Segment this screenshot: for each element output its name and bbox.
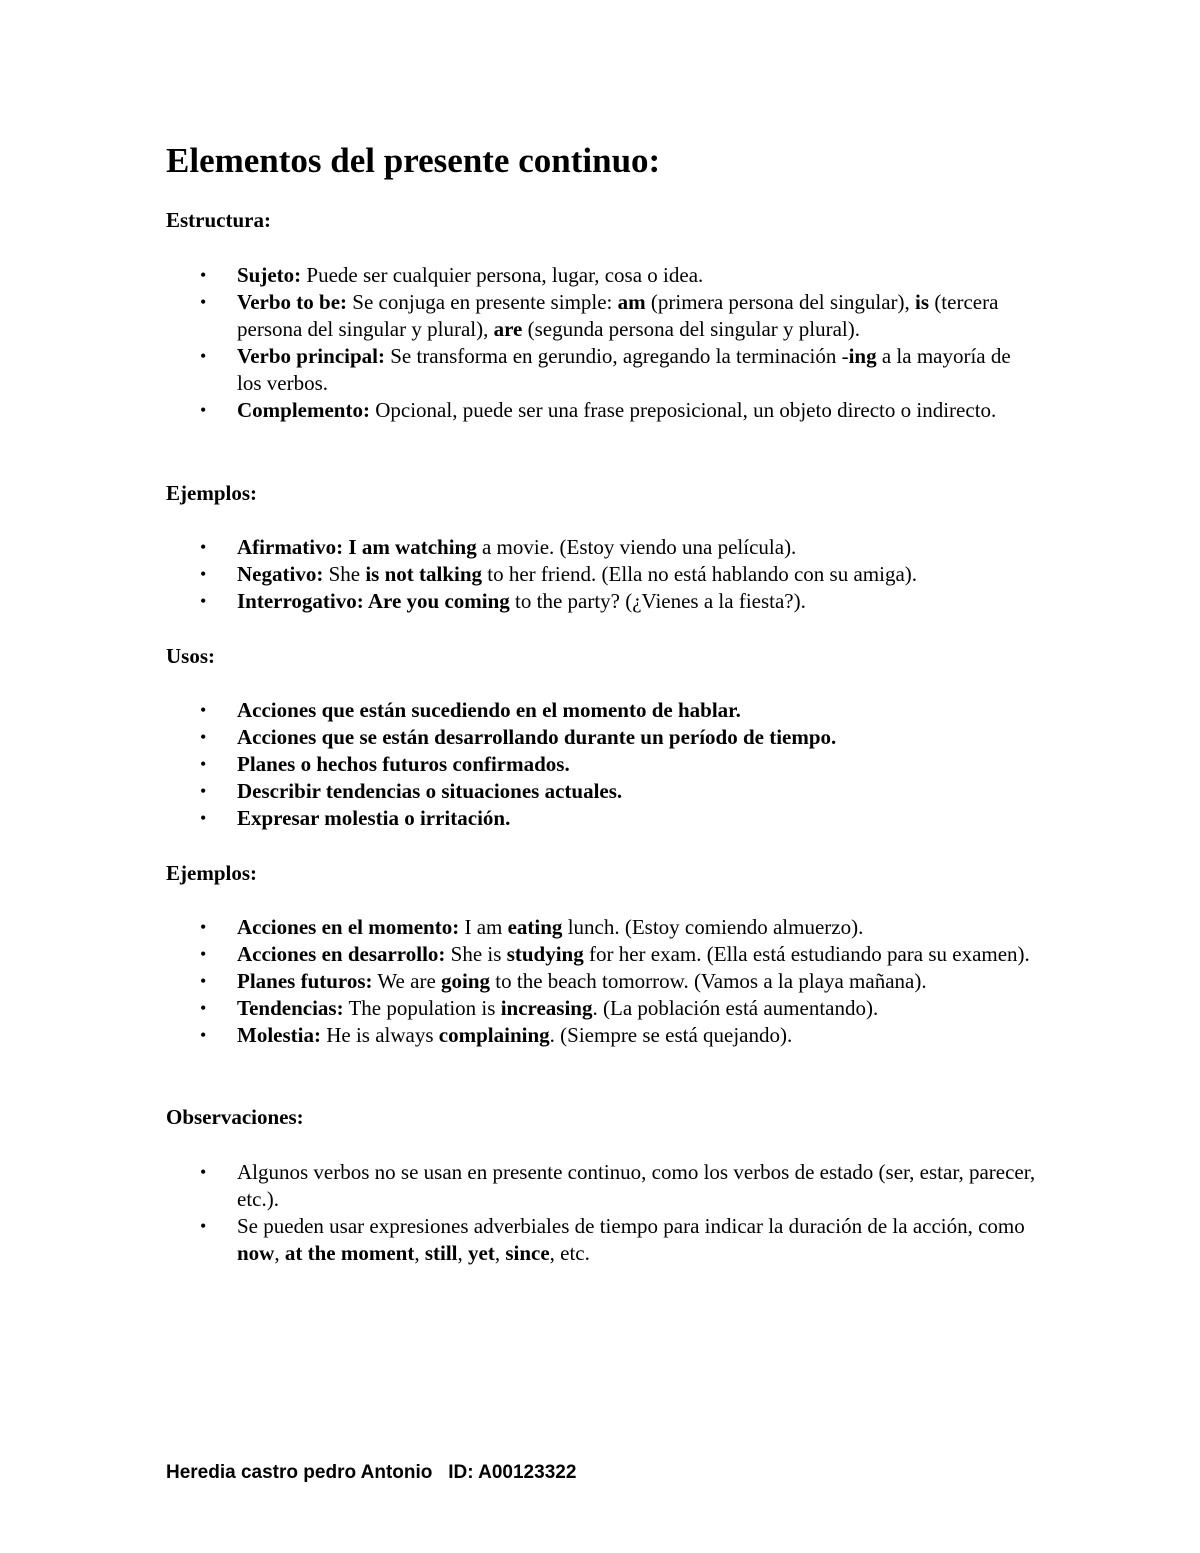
item-text: She <box>323 562 366 586</box>
list-item <box>166 805 1036 832</box>
item-bold: am <box>617 290 646 314</box>
bullet-icon: • <box>200 754 207 774</box>
item-label: Acciones en desarrollo: <box>237 942 446 966</box>
item-text: I am <box>459 915 508 939</box>
bullet-icon: • <box>200 292 207 312</box>
item-bold: Are you coming <box>363 589 510 613</box>
item-text: Se conjuga en presente simple: <box>347 290 618 314</box>
item-label: Interrogativo: <box>237 589 364 613</box>
item-bold: increasing <box>500 996 593 1020</box>
list-item <box>166 262 1036 289</box>
list-item <box>166 289 1036 343</box>
section-heading-ejemplos-usos: Ejemplos: <box>166 861 257 885</box>
item-label: Tendencias: <box>237 996 344 1020</box>
section-heading-usos: Usos: <box>166 644 216 668</box>
bullet-icon: • <box>200 781 207 801</box>
item-text: to the party? (¿Vienes a la fiesta?). <box>509 589 806 613</box>
item-text: . (La población está aumentando). <box>592 996 879 1020</box>
list-item <box>166 534 1036 561</box>
item-bold: yet <box>468 1241 495 1265</box>
bullet-icon: • <box>200 346 207 366</box>
item-label: Verbo to be: <box>237 290 348 314</box>
section-heading-estructura: Estructura: <box>166 208 271 232</box>
item-text: Opcional, puede ser una frase preposicional, un objeto directo o indirecto. <box>369 398 997 422</box>
item-bold: are <box>493 317 523 341</box>
bullet-icon: • <box>200 700 207 720</box>
bullet-icon: • <box>200 998 207 1018</box>
item-bold: still <box>424 1241 458 1265</box>
item-text: (segunda persona del singular y plural). <box>522 317 861 341</box>
item-separator: , <box>274 1241 285 1265</box>
item-bold: I am watching <box>343 535 477 559</box>
item-bold: Planes o hechos futuros confirmados. <box>237 752 570 776</box>
list-item <box>166 397 1036 424</box>
item-text: . (Siempre se está quejando). <box>549 1023 793 1047</box>
item-bold: now <box>237 1241 275 1265</box>
item-bold: Acciones que están sucediendo en el momento de hablar. <box>237 698 741 722</box>
item-bold: complaining <box>438 1023 550 1047</box>
bullet-icon: • <box>200 727 207 747</box>
item-separator: , <box>457 1241 468 1265</box>
ejemplos-usos-list <box>166 914 1036 1049</box>
item-bold: since <box>505 1241 550 1265</box>
item-text: to her friend. (Ella no está hablando con su amiga). <box>482 562 918 586</box>
item-text: for her exam. (Ella está estudiando para su examen). <box>583 942 1030 966</box>
item-label: Verbo principal: <box>237 344 385 368</box>
list-item <box>166 914 1036 941</box>
bullet-icon: • <box>200 944 207 964</box>
list-item <box>166 1213 1036 1267</box>
item-bold: at the moment <box>284 1241 415 1265</box>
item-label: Molestia: <box>237 1023 321 1047</box>
usos-list <box>166 697 1036 832</box>
item-text: She is <box>445 942 507 966</box>
item-text: The population is <box>343 996 501 1020</box>
bullet-icon: • <box>200 1162 207 1182</box>
bullet-icon: • <box>200 1216 207 1236</box>
item-text: (primera persona del singular), <box>645 290 916 314</box>
estructura-list <box>166 262 1036 424</box>
author-name: Heredia castro pedro Antonio <box>166 1462 433 1483</box>
item-separator: , <box>494 1241 506 1265</box>
item-bold: Describir tendencias o situaciones actuales. <box>237 779 623 803</box>
list-item <box>166 968 1036 995</box>
bullet-icon: • <box>200 564 207 584</box>
page-title: Elementos del presente continuo: <box>166 141 661 180</box>
bullet-icon: • <box>200 917 207 937</box>
item-text: (tercera persona del singular y plural), <box>237 290 999 341</box>
item-bold: Acciones que se están desarrollando durante un período de tiempo. <box>237 725 837 749</box>
observaciones-list <box>166 1159 1036 1267</box>
bullet-icon: • <box>200 265 207 285</box>
ejemplos-list <box>166 534 1036 615</box>
list-item <box>166 778 1036 805</box>
list-item <box>166 941 1036 968</box>
item-text: to the beach tomorrow. (Vamos a la playa mañana). <box>490 969 927 993</box>
list-item <box>166 343 1036 397</box>
item-bold: eating <box>507 915 563 939</box>
item-text: a la mayoría de los verbos. <box>237 344 1011 395</box>
item-bold: going <box>441 969 491 993</box>
list-item <box>166 588 1036 615</box>
section-heading-ejemplos: Ejemplos: <box>166 481 257 505</box>
item-text: a movie. (Estoy viendo una película). <box>476 535 797 559</box>
item-text: , etc. <box>549 1241 590 1265</box>
item-label: Planes futuros: <box>237 969 373 993</box>
item-label: Sujeto: <box>237 263 302 287</box>
item-label: Afirmativo: <box>237 535 344 559</box>
list-item <box>166 1022 1036 1049</box>
item-text: Algunos verbos no se usan en presente continuo, como los verbos de estado (ser, estar, parecer, etc.). <box>237 1160 1036 1211</box>
item-bold: Expresar molestia o irritación. <box>237 806 511 830</box>
item-text: We are <box>372 969 442 993</box>
item-bold: is not talking <box>365 562 483 586</box>
list-item <box>166 751 1036 778</box>
item-label: Acciones en el momento: <box>237 915 460 939</box>
bullet-icon: • <box>200 808 207 828</box>
item-text: Puede ser cualquier persona, lugar, cosa o idea. <box>301 263 704 287</box>
item-label: Negativo: <box>237 562 324 586</box>
list-item <box>166 697 1036 724</box>
item-text: Se transforma en gerundio, agregando la terminación - <box>384 344 849 368</box>
bullet-icon: • <box>200 537 207 557</box>
bullet-icon: • <box>200 971 207 991</box>
list-item <box>166 995 1036 1022</box>
item-separator: , <box>414 1241 425 1265</box>
bullet-icon: • <box>200 591 207 611</box>
page-footer <box>166 1460 576 1486</box>
item-bold: ing <box>848 344 877 368</box>
item-text: He is always <box>320 1023 439 1047</box>
item-text: Se pueden usar expresiones adverbiales de tiempo para indicar la duración de la acción, como <box>237 1214 1025 1238</box>
list-item <box>166 561 1036 588</box>
item-text: lunch. (Estoy comiendo almuerzo). <box>562 915 864 939</box>
list-item <box>166 1159 1036 1213</box>
item-bold: is <box>915 290 930 314</box>
list-item <box>166 724 1036 751</box>
student-id: ID: A00123322 <box>448 1462 577 1483</box>
bullet-icon: • <box>200 400 207 420</box>
item-bold: studying <box>506 942 584 966</box>
section-heading-observaciones: Observaciones: <box>166 1105 304 1129</box>
item-label: Complemento: <box>237 398 370 422</box>
bullet-icon: • <box>200 1025 207 1045</box>
